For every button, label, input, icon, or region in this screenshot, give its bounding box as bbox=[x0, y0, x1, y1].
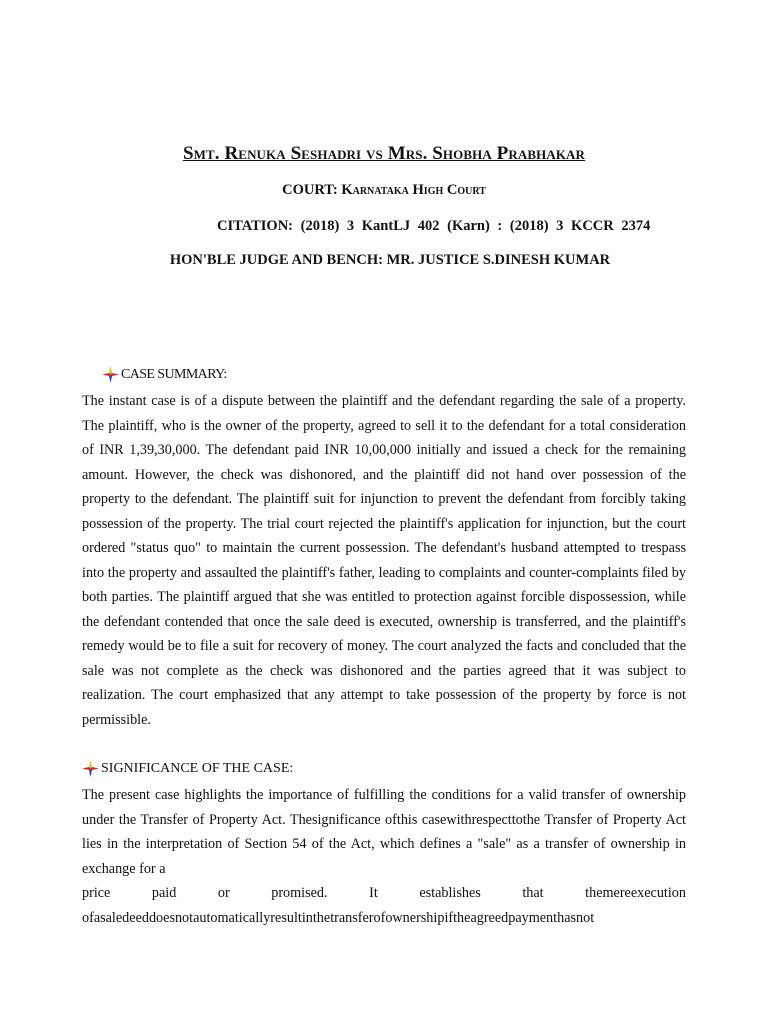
significance-text-last: ofasaledeeddoesnotautomaticallyresultinthetransferofownershipiftheagreedpaymenthasnot bbox=[82, 909, 595, 926]
court-line bbox=[0, 182, 768, 199]
significance-text-spread: price paid or promised. It establishes that themereexecution bbox=[82, 885, 686, 901]
four-point-star-bullet-icon bbox=[82, 760, 99, 777]
court-name: Karnataka High Court bbox=[341, 182, 486, 198]
judge-bench-line: HON'BLE JUDGE AND BENCH: MR. JUSTICE S.DINESH KUMAR bbox=[169, 252, 611, 268]
citation-line: CITATION: (2018) 3 KantLJ 402 (Karn) : (2018) 3 KCCR 2374 bbox=[217, 218, 651, 234]
significance-paragraph bbox=[82, 783, 686, 930]
case-summary-text: The instant case is of a dispute between the plaintiff and the defendant regarding the sale of a property. The plaintiff, who is the owner of the property, agreed to sell it to the defendant for a total consideration of INR 1,39,30,000. The defendant paid INR 10,00,000 initially and issued a check for the remaining amount. However, the check was dishonored, and the plaintiff did not hand over possession of the property to the defendant. The plaintiff suit for injunction to prevent the defendant from forcibly taking possession of the property. The trial court rejected the plaintiff's application for injunction, but the court ordered "status quo" to maintain the current possession. The defendant's husband attempted to trespass into the property and assaulted the plaintiff's father, leading to complaints and counter-complaints filed by both parties. The plaintiff argued that she was entitled to protection against forcible dispossession, while the defendant contended that once the sale deed is executed, ownership is transferred, and the plaintiff's remedy would be to file a suit for recovery of money. The court analyzed the facts and concluded that the sale was not complete as the check was dishonored and the parties agreed that it was subject to realization. The court emphasized that any attempt to take possession of the property by force is not permissible. bbox=[82, 393, 686, 728]
case-summary-paragraph bbox=[82, 389, 686, 732]
significance-heading-text: SIGNIFICANCE OF THE CASE: bbox=[101, 760, 294, 776]
case-title: Smt. Renuka Seshadri vs Mrs. Shobha Prabhakar bbox=[182, 143, 586, 164]
significance-heading bbox=[82, 760, 293, 777]
court-label: COURT: bbox=[282, 182, 342, 198]
case-summary-heading-text: CASE SUMMARY: bbox=[121, 366, 227, 382]
significance-text-main: The present case highlights the importance of fulfilling the conditions for a valid transfer of ownership under the Transfer of Property Act. Thesignificance ofthis casewithrespecttothe Transfer of Property Act lies in the interpretation of Section 54 of the Act, which defines a "sale" as a transfer of ownership in exchange for a bbox=[82, 787, 686, 877]
four-point-star-bullet-icon bbox=[102, 366, 119, 383]
case-summary-heading bbox=[102, 366, 227, 383]
